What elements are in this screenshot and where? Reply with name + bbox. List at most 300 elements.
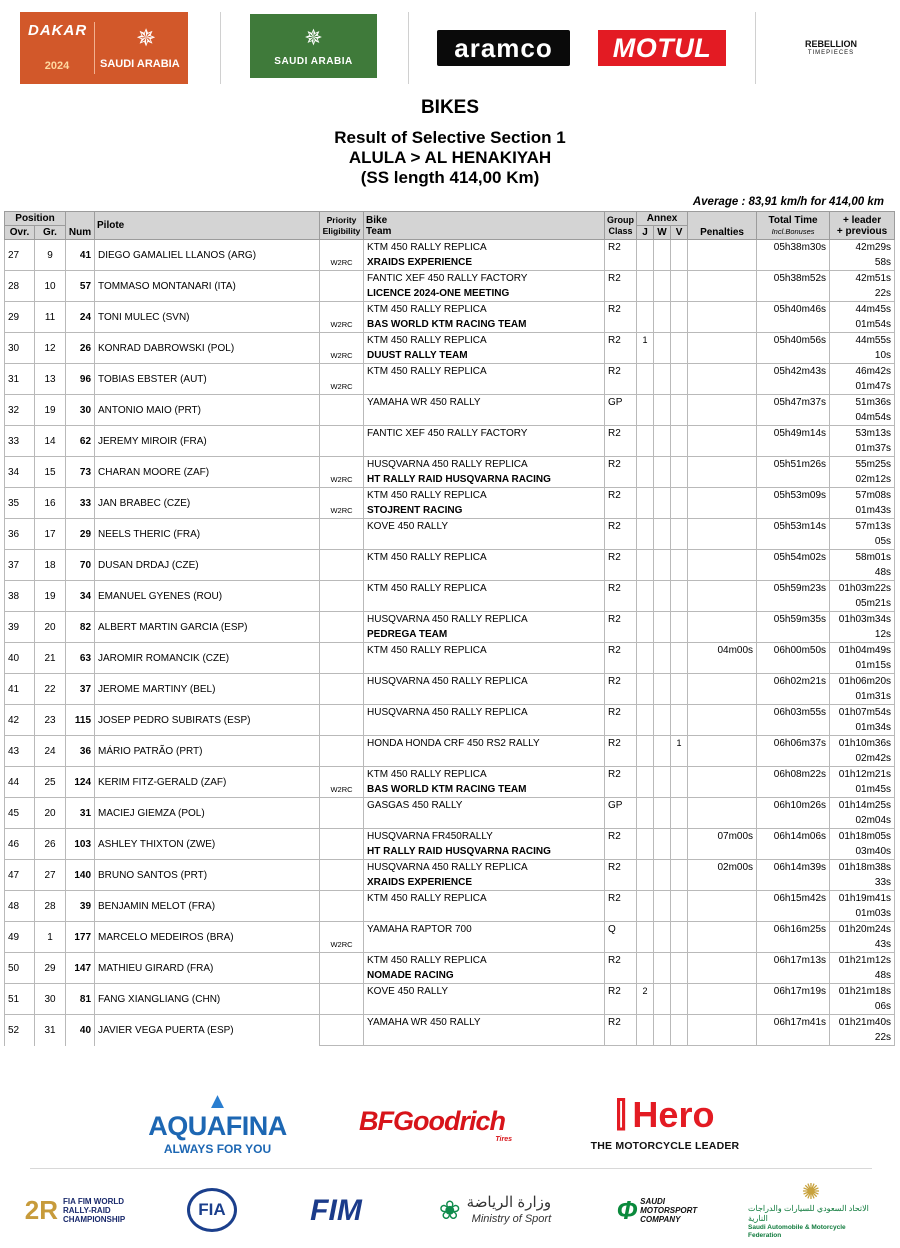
cell-ovr: 46 [5,829,35,860]
table-row [5,426,895,442]
cell-annex-w-blank [654,844,671,860]
cell-penalties-blank [688,410,757,426]
header-annex: Annex [637,212,688,226]
cell-eligibility-top [320,240,364,256]
cell-penalties-blank [688,937,757,953]
cell-num: 36 [66,736,95,767]
cell-total-time-blank [757,720,830,736]
cell-ovr: 28 [5,271,35,302]
cell-eligibility-top [320,767,364,783]
cell-annex-j-blank [637,937,654,953]
bfgoodrich-logo [346,1106,518,1142]
cell-total-time-blank [757,441,830,457]
cell-gr: 1 [35,922,66,953]
cell-ovr: 44 [5,767,35,798]
cell-ovr: 34 [5,457,35,488]
cell-eligibility-top [320,953,364,969]
cell-eligibility [320,999,364,1015]
cell-total-time: 05h53m09s [757,488,830,504]
cell-leader-gap: 57m13s [830,519,895,535]
ministry-english: Ministry of Sport [471,1213,552,1225]
cell-team [364,534,605,550]
cell-annex-j [637,550,654,566]
cell-annex-j [637,457,654,473]
cell-eligibility-top [320,364,364,380]
cell-bike: KTM 450 RALLY REPLICA [364,333,605,349]
header-num: Num [66,212,95,240]
document-title-block [0,96,900,188]
cell-leader-gap: 01h21m40s [830,1015,895,1031]
cell-bike: GASGAS 450 RALLY [364,798,605,814]
cell-penalties-blank [688,379,757,395]
cell-annex-j [637,891,654,907]
cell-eligibility-top [320,705,364,721]
cell-eligibility-top [320,891,364,907]
cell-annex-v [671,674,688,690]
cell-leader-gap: 55m25s [830,457,895,473]
cell-group-blank [605,1030,637,1046]
cell-total-time-blank [757,472,830,488]
cell-group: R2 [605,891,637,907]
cell-annex-j [637,364,654,380]
cell-group: R2 [605,550,637,566]
cell-annex-j [637,519,654,535]
cell-pilote: JOSEP PEDRO SUBIRATS (ESP) [95,705,320,736]
sponsor-footer [0,1076,900,1248]
cell-annex-j: 1 [637,333,654,349]
saudi-motorsport-mark: Ф [616,1194,638,1225]
cell-group-blank [605,503,637,519]
cell-annex-w-blank [654,348,671,364]
aquafina-mountain-icon: ▲ [206,1088,229,1113]
cell-leader-gap: 01h18m05s [830,829,895,845]
cell-group: R2 [605,519,637,535]
cell-total-time-blank [757,689,830,705]
header-bike: Bike [366,214,388,226]
cell-group-blank [605,286,637,302]
cell-team: BAS WORLD KTM RACING TEAM [364,317,605,333]
table-row [5,674,895,690]
hero-name: Hero [632,1094,715,1135]
cell-penalties [688,984,757,1000]
cell-annex-v [671,922,688,938]
cell-annex-w [654,364,671,380]
cell-penalties-blank [688,472,757,488]
cell-num: 63 [66,643,95,674]
cell-bike: KOVE 450 RALLY [364,984,605,1000]
cell-annex-v-blank [671,844,688,860]
cell-num: 103 [66,829,95,860]
cell-team [364,906,605,922]
cell-group: R2 [605,457,637,473]
cell-num: 24 [66,302,95,333]
cell-penalties: 02m00s [688,860,757,876]
cell-bike: HONDA HONDA CRF 450 RS2 RALLY [364,736,605,752]
table-row [5,829,895,845]
cell-eligibility: W2RC [320,348,364,364]
dakar-2024-saudi-arabia-logo [20,12,188,84]
cell-pilote: JAVIER VEGA PUERTA (ESP) [95,1015,320,1046]
cell-team: HT RALLY RAID HUSQVARNA RACING [364,844,605,860]
cell-team: NOMADE RACING [364,968,605,984]
cell-annex-j-blank [637,1030,654,1046]
cell-penalties [688,612,757,628]
cell-eligibility [320,751,364,767]
cell-leader-gap: 01h03m22s [830,581,895,597]
header-previous: + previous [836,225,888,237]
w2rc-logo [24,1188,126,1232]
cell-ovr: 27 [5,240,35,271]
cell-annex-j [637,240,654,256]
cell-num: 41 [66,240,95,271]
cell-annex-w-blank [654,255,671,271]
cell-group: R2 [605,767,637,783]
cell-annex-j [637,860,654,876]
cell-gr: 11 [35,302,66,333]
cell-penalties-blank [688,534,757,550]
cell-ovr: 36 [5,519,35,550]
cell-penalties [688,674,757,690]
cell-penalties [688,302,757,318]
cell-pilote: BRUNO SANTOS (PRT) [95,860,320,891]
cell-annex-v [671,705,688,721]
category-title: BIKES [420,97,480,118]
cell-bike: KTM 450 RALLY REPLICA [364,240,605,256]
cell-annex-v-blank [671,565,688,581]
cell-annex-w-blank [654,627,671,643]
cell-group: GP [605,395,637,411]
cell-annex-j-blank [637,379,654,395]
cell-annex-j [637,705,654,721]
cell-annex-w-blank [654,906,671,922]
cell-gr: 19 [35,581,66,612]
cell-eligibility [320,906,364,922]
cell-annex-v-blank [671,596,688,612]
cell-bike: HUSQVARNA 450 RALLY REPLICA [364,457,605,473]
cell-group-blank [605,410,637,426]
cell-pilote: JAN BRABEC (CZE) [95,488,320,519]
cell-annex-w [654,271,671,287]
cell-group-blank [605,751,637,767]
cell-group-blank [605,937,637,953]
cell-annex-j-blank [637,255,654,271]
cell-penalties-blank [688,844,757,860]
cell-annex-v-blank [671,937,688,953]
cell-ovr: 38 [5,581,35,612]
cell-penalties [688,395,757,411]
aramco-logo: aramco [437,30,570,66]
cell-group-blank [605,565,637,581]
cell-penalties-blank [688,255,757,271]
header-total-time-label: Total Time [768,214,818,226]
header-group-class [605,212,637,240]
cell-annex-w [654,395,671,411]
cell-ovr: 39 [5,612,35,643]
cell-annex-v: 1 [671,736,688,752]
cell-penalties-blank [688,658,757,674]
cell-annex-w-blank [654,813,671,829]
rebellion-name: REBELLION [804,39,857,49]
cell-bike: KTM 450 RALLY REPLICA [364,891,605,907]
rebellion-sub: TIMEPIECES [807,50,855,56]
cell-annex-v-blank [671,658,688,674]
cell-annex-w [654,705,671,721]
cell-annex-j-blank [637,720,654,736]
cell-eligibility-top [320,519,364,535]
cell-annex-w-blank [654,875,671,891]
cell-gr: 18 [35,550,66,581]
cell-annex-v [671,891,688,907]
cell-penalties [688,457,757,473]
cell-bike: FANTIC XEF 450 RALLY FACTORY [364,426,605,442]
table-row [5,705,895,721]
cell-annex-j-blank [637,844,654,860]
cell-annex-v [671,984,688,1000]
cell-bike: KTM 450 RALLY REPLICA [364,767,605,783]
cell-total-time: 05h47m37s [757,395,830,411]
cell-penalties-blank [688,627,757,643]
cell-annex-w-blank [654,751,671,767]
cell-group: R2 [605,333,637,349]
cell-annex-j [637,612,654,628]
cell-total-time-blank [757,627,830,643]
cell-team [364,565,605,581]
cell-eligibility [320,658,364,674]
cell-annex-w-blank [654,596,671,612]
cell-previous-gap: 10s [830,348,895,364]
cell-penalties [688,705,757,721]
cell-ovr: 52 [5,1015,35,1046]
dakar-wordmark: DAKAR [28,22,88,39]
cell-annex-v-blank [671,286,688,302]
cell-penalties-blank [688,1030,757,1046]
cell-group: R2 [605,953,637,969]
table-row [5,922,895,938]
cell-penalties-blank [688,441,757,457]
cell-annex-w [654,891,671,907]
cell-eligibility: W2RC [320,379,364,395]
cell-bike: KTM 450 RALLY REPLICA [364,643,605,659]
cell-annex-j [637,643,654,659]
cell-annex-j-blank [637,565,654,581]
cell-bike: HUSQVARNA 450 RALLY REPLICA [364,674,605,690]
cell-annex-j-blank [637,503,654,519]
cell-group: R2 [605,271,637,287]
header-total-time [757,212,830,240]
rebellion-timepieces-logo [784,38,878,60]
cell-team [364,596,605,612]
cell-annex-v-blank [671,689,688,705]
cell-total-time-blank [757,937,830,953]
cell-total-time-blank [757,503,830,519]
cell-total-time: 05h49m14s [757,426,830,442]
cell-eligibility: W2RC [320,937,364,953]
header-pilote: Pilote [95,212,320,240]
samf-badge-icon: ✺ [801,1179,821,1204]
cell-eligibility: W2RC [320,782,364,798]
cell-gr: 10 [35,271,66,302]
cell-annex-v-blank [671,999,688,1015]
cell-penalties-blank [688,503,757,519]
cell-pilote: MACIEJ GIEMZA (POL) [95,798,320,829]
cell-team [364,813,605,829]
cell-annex-w-blank [654,782,671,798]
cell-eligibility [320,1030,364,1046]
cell-pilote: BENJAMIN MELOT (FRA) [95,891,320,922]
cell-annex-j-blank [637,875,654,891]
cell-total-time-blank [757,906,830,922]
aquafina-logo [150,1082,285,1166]
cell-annex-w-blank [654,1030,671,1046]
cell-annex-v [671,798,688,814]
cell-eligibility-top [320,736,364,752]
cell-annex-j [637,674,654,690]
cell-eligibility-top [320,333,364,349]
table-row [5,581,895,597]
bfgoodrich-tires: Tires [495,1135,512,1143]
cell-previous-gap: 02m12s [830,472,895,488]
cell-eligibility-top [320,643,364,659]
cell-previous-gap: 01m45s [830,782,895,798]
cell-team [364,379,605,395]
cell-group-blank [605,999,637,1015]
cell-total-time: 05h59m23s [757,581,830,597]
cell-penalties [688,798,757,814]
cell-leader-gap: 44m55s [830,333,895,349]
cell-annex-j [637,736,654,752]
table-row [5,953,895,969]
cell-annex-w-blank [654,689,671,705]
cell-penalties [688,240,757,256]
aquafina-name: AQUAFINA [148,1111,287,1141]
cell-group-blank [605,534,637,550]
cell-annex-w-blank [654,658,671,674]
cell-team [364,658,605,674]
cell-group: R2 [605,1015,637,1031]
cell-bike: KTM 450 RALLY REPLICA [364,302,605,318]
cell-annex-j-blank [637,348,654,364]
cell-pilote: JEREMY MIROIR (FRA) [95,426,320,457]
table-row [5,240,895,256]
length-title: (SS length 414,00 Km) [360,168,540,187]
logo-separator [408,12,409,84]
cell-team [364,999,605,1015]
cell-annex-v-blank [671,720,688,736]
cell-eligibility [320,286,364,302]
cell-ovr: 35 [5,488,35,519]
bfgoodrich-name: BFGoodrich [359,1105,505,1136]
ministry-of-sport-logo [425,1184,565,1236]
cell-group-blank [605,627,637,643]
cell-num: 70 [66,550,95,581]
hero-h-icon: ⫿ [615,1096,627,1134]
cell-ovr: 29 [5,302,35,333]
cell-group-blank [605,875,637,891]
table-row [5,767,895,783]
motul-logo: MOTUL [598,30,726,66]
cell-num: 82 [66,612,95,643]
cell-annex-v-blank [671,255,688,271]
cell-penalties-blank [688,875,757,891]
cell-total-time-blank [757,1030,830,1046]
cell-total-time: 05h54m02s [757,550,830,566]
cell-total-time-blank [757,751,830,767]
cell-pilote: EMANUEL GYENES (ROU) [95,581,320,612]
table-row [5,1015,895,1031]
cell-total-time-blank [757,410,830,426]
cell-pilote: JAROMIR ROMANCIK (CZE) [95,643,320,674]
cell-ovr: 33 [5,426,35,457]
cell-total-time: 06h14m06s [757,829,830,845]
cell-leader-gap: 01h21m18s [830,984,895,1000]
cell-group: R2 [605,705,637,721]
cell-bike: KOVE 450 RALLY [364,519,605,535]
cell-ovr: 51 [5,984,35,1015]
cell-annex-v [671,643,688,659]
cell-group-blank [605,906,637,922]
cell-group: R2 [605,488,637,504]
cell-annex-w-blank [654,720,671,736]
cell-penalties-blank [688,565,757,581]
cell-team: HT RALLY RAID HUSQVARNA RACING [364,472,605,488]
cell-eligibility-top [320,798,364,814]
cell-previous-gap: 05s [830,534,895,550]
cell-penalties [688,953,757,969]
cell-annex-w [654,550,671,566]
cell-total-time: 06h06m37s [757,736,830,752]
cell-ovr: 30 [5,333,35,364]
cell-total-time-blank [757,565,830,581]
cell-penalties-blank [688,999,757,1015]
logo-separator [755,12,756,84]
table-row [5,798,895,814]
cell-annex-w [654,860,671,876]
dakar-country: SAUDI ARABIA [100,58,180,70]
cell-group: R2 [605,984,637,1000]
cell-ovr: 41 [5,674,35,705]
cell-group-blank [605,441,637,457]
w2rc-line1: FIA FIM WORLD [63,1196,125,1206]
w2rc-text [63,1197,125,1224]
table-row [5,643,895,659]
cell-gr: 29 [35,953,66,984]
cell-annex-j-blank [637,627,654,643]
cell-previous-gap: 06s [830,999,895,1015]
header-incl-bonuses: Incl.Bonuses [771,226,815,236]
cell-annex-j [637,953,654,969]
cell-annex-w-blank [654,379,671,395]
cell-annex-v [671,953,688,969]
cell-pilote: TONI MULEC (SVN) [95,302,320,333]
cell-annex-v [671,395,688,411]
cell-total-time-blank [757,255,830,271]
w2rc-mark: 2R [24,1194,58,1225]
cell-group: R2 [605,829,637,845]
cell-eligibility [320,596,364,612]
cell-leader-gap: 01h06m20s [830,674,895,690]
header-annex-v: V [671,226,688,240]
cell-gr: 26 [35,829,66,860]
cell-total-time-blank [757,534,830,550]
cell-penalties: 04m00s [688,643,757,659]
cell-annex-w [654,581,671,597]
cell-ovr: 37 [5,550,35,581]
header-eligibility: Eligibility [322,225,361,236]
cell-previous-gap: 02m42s [830,751,895,767]
cell-total-time: 06h14m39s [757,860,830,876]
cell-group: R2 [605,643,637,659]
header-priority: Priority [326,214,357,225]
